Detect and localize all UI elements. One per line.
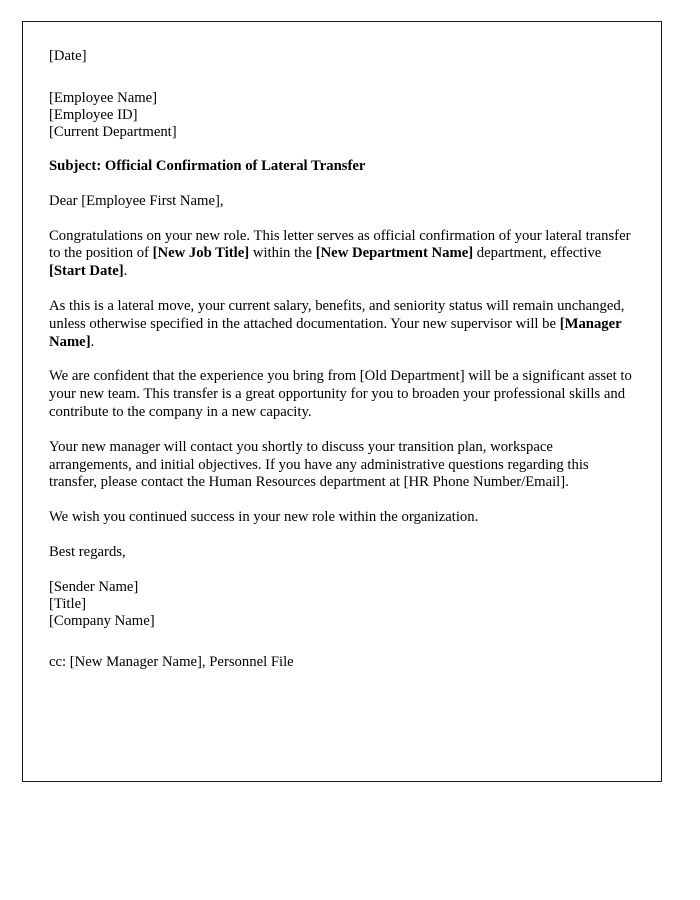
letter-content [49, 48, 636, 671]
paragraph-2-segment-1: As this is a lateral move, your current salary, benefits, and seniority status will remain unchanged, unless otherwise specified in the attached documentation. Your new supervisor will be [49, 298, 625, 332]
cc-line: cc: [New Manager Name], Personnel File [49, 653, 294, 670]
recipient-name-line: [Employee Name] [49, 89, 158, 106]
recipient-address-block [49, 90, 636, 142]
paragraph-experience-asset: We are confident that the experience you bring from [Old Department] will be a significant asset to your new team. This transfer is a great opportunity for you to broaden your professional skills and contribute to the company in a new capacity. [49, 368, 632, 421]
placeholder-manager-name: [Manager Name] [49, 315, 622, 350]
salutation-line: Dear [Employee First Name], [49, 193, 224, 210]
paragraph-transfer-confirmation [49, 228, 636, 281]
date-field: [Date] [49, 48, 87, 64]
sender-name-line: [Sender Name] [49, 578, 139, 595]
paragraph-1-segment-3: department, effective [473, 245, 602, 262]
paragraph-well-wishes: We wish you continued success in your new role within the organization. [49, 509, 479, 526]
paragraph-2-segment-2: . [90, 333, 95, 350]
paragraph-transition-contact: Your new manager will contact you shortly to discuss your transition plan, workspace arrangements, and initial objectives. If you have any administrative questions regarding this transfer, please contact the Human Resources department at [HR Phone Number/Email]. [49, 438, 589, 491]
closing-line: Best regards, [49, 544, 126, 561]
placeholder-new-job-title: [New Job Title] [152, 245, 250, 262]
paragraph-1-segment-2: within the [249, 245, 316, 262]
subject-line: Subject: Official Confirmation of Lateral Transfer [49, 158, 366, 175]
letter-page [22, 21, 662, 782]
recipient-id-line: [Employee ID] [49, 106, 138, 123]
placeholder-new-department-name: [New Department Name] [315, 245, 474, 262]
signature-block [49, 579, 636, 631]
recipient-department-line: [Current Department] [49, 124, 177, 141]
placeholder-start-date: [Start Date] [49, 263, 124, 280]
company-name-line: [Company Name] [49, 613, 155, 630]
paragraph-1-segment-1: Congratulations on your new role. This letter serves as official confirmation of your lateral transfer to the position of [49, 227, 631, 262]
paragraph-1-segment-4: . [123, 263, 128, 280]
paragraph-compensation-terms [49, 298, 636, 351]
sender-title-line: [Title] [49, 595, 86, 612]
